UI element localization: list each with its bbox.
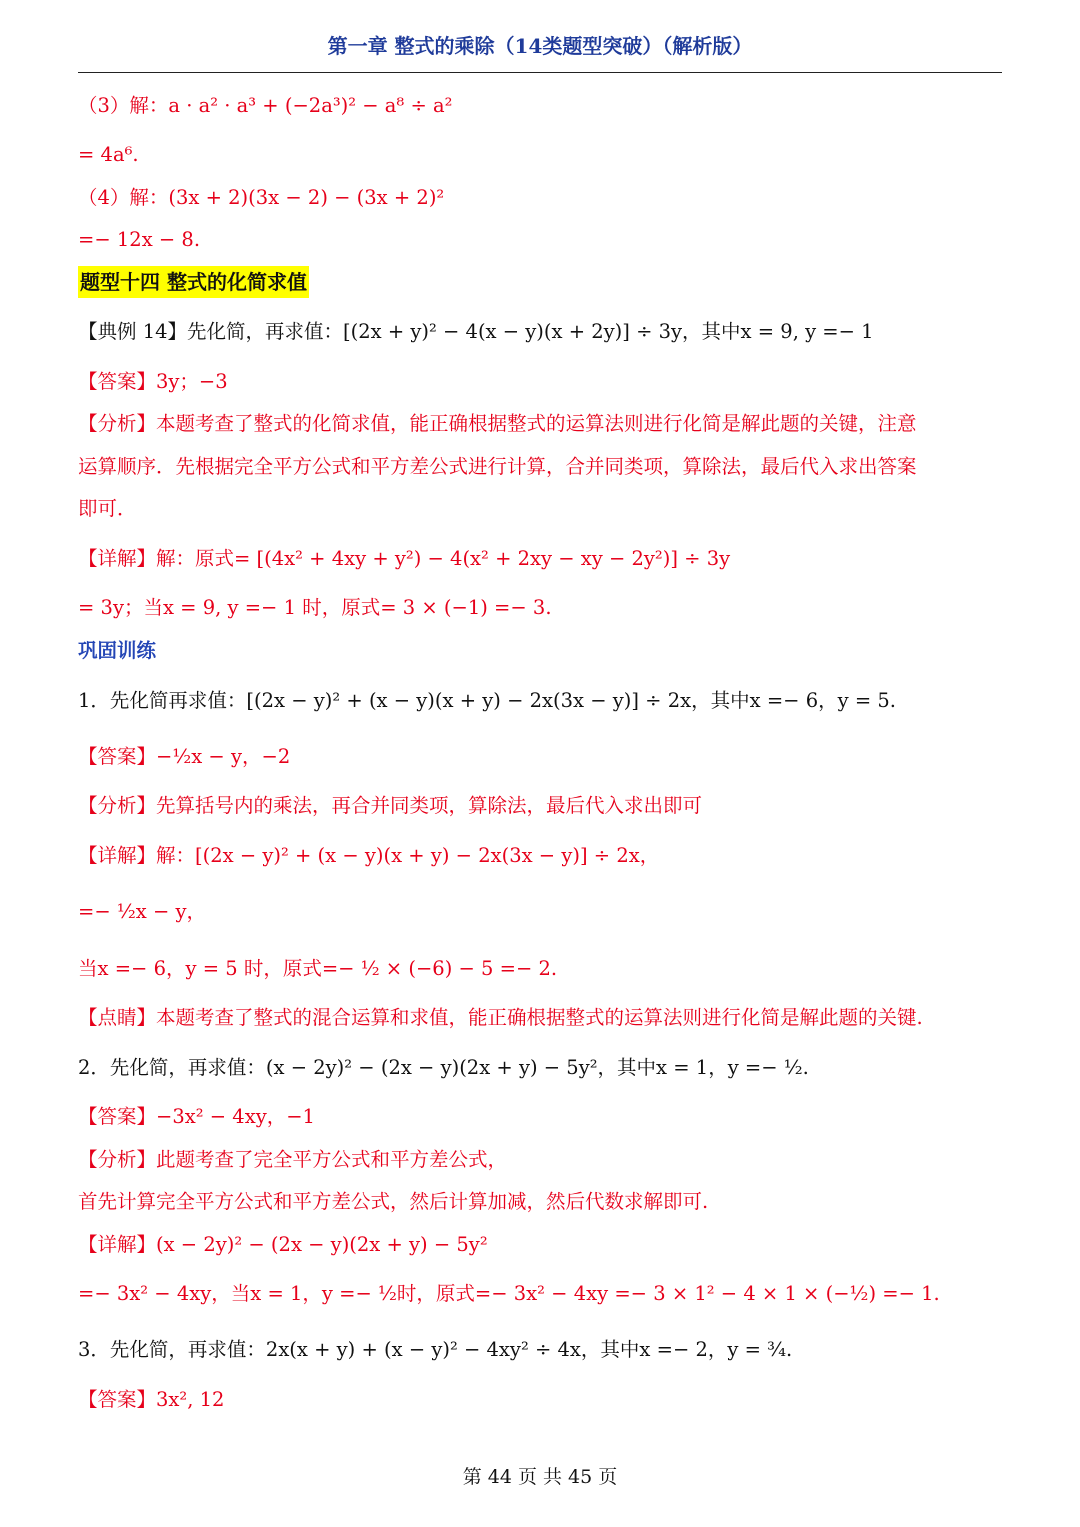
header-divider	[78, 72, 1002, 73]
question-1: 1．先化简再求值：[(2x − y)² + (x − y)(x + y) − 2x(3x − y)] ÷ 2x，其中x =− 6，y = 5.	[78, 689, 896, 712]
analysis-line-1: 【分析】本题考查了整式的化简求值，能正确根据整式的运算法则进行化简是解此题的关键，注意	[78, 412, 917, 435]
answer-q1: 【答案】−½x − y，−2	[78, 745, 291, 768]
note-q1: 【点睛】本题考查了整式的混合运算和求值，能正确根据整式的运算法则进行化简是解此题的关键.	[78, 1006, 923, 1029]
example-14	[78, 318, 1008, 346]
solution-3-line-1: （3）解：a · a² · a³ + (−2a³)² − a⁸ ÷ a²	[78, 94, 453, 117]
analysis-q2-line-1: 【分析】此题考查了完全平方公式和平方差公式，	[78, 1148, 508, 1171]
page-footer: 第 44 页 共 45 页	[462, 1466, 618, 1488]
answer-q3: 【答案】3x², 12	[78, 1388, 225, 1411]
question-2: 2．先化简，再求值：(x − 2y)² − (2x − y)(2x + y) − 5y²，其中x = 1，y =− ½.	[78, 1056, 809, 1079]
solution-4-line-2: =− 12x − 8.	[78, 228, 201, 251]
solution-3-line-2: = 4a⁶.	[78, 143, 139, 166]
question-3: 3．先化简，再求值：2x(x + y) + (x − y)² − 4xy² ÷ 4x，其中x =− 2，y = ¾.	[78, 1338, 793, 1361]
analysis-line-3: 即可．	[78, 497, 137, 520]
detail-q1-line-1: 【详解】解：[(2x − y)² + (x − y)(x + y) − 2x(3x − y)] ÷ 2x，	[78, 844, 660, 867]
practice-heading: 巩固训练	[78, 639, 157, 662]
detail-q2-line-2: =− 3x² − 4xy，当x = 1，y =− ½时，原式=− 3x² − 4xy =− 3 × 1² − 4 × 1 × (−½) =− 1.	[78, 1282, 940, 1305]
detail-q2-line-1: 【详解】(x − 2y)² − (2x − y)(2x + y) − 5y²	[78, 1233, 488, 1256]
page-header-title: 第一章 整式的乘除（14类题型突破）（解析版）	[327, 34, 753, 58]
solution-4-line-1: （4）解：(3x + 2)(3x − 2) − (3x + 2)²	[78, 186, 445, 209]
detail-line-1: 【详解】解：原式= [(4x² + 4xy + y²) − 4(x² + 2xy − xy − 2y²)] ÷ 3y	[78, 547, 731, 570]
analysis-q2-line-2: 首先计算完全平方公式和平方差公式，然后计算加减，然后代数求解即可.	[78, 1190, 709, 1213]
section-title: 题型十四 整式的化简求值	[78, 266, 309, 298]
detail-q1-line-2: =− ½x − y，	[78, 900, 207, 923]
example-text: 先化简，再求值：[(2x + y)² − 4(x − y)(x + 2y)] ÷ 3y，其中x = 9, y =− 1	[187, 320, 874, 343]
answer-q2: 【答案】−3x² − 4xy，−1	[78, 1105, 315, 1128]
example-label: 【典例 14】	[78, 320, 188, 343]
detail-line-2: = 3y；当x = 9, y =− 1 时，原式= 3 × (−1) =− 3.	[78, 596, 552, 619]
answer-example-14: 【答案】3y；−3	[78, 370, 228, 393]
analysis-q1: 【分析】先算括号内的乘法，再合并同类项，算除法，最后代入求出即可	[78, 794, 703, 817]
analysis-line-2: 运算顺序．先根据完全平方公式和平方差公式进行计算，合并同类项，算除法，最后代入求出答案	[78, 455, 917, 478]
detail-q1-line-3: 当x =− 6，y = 5 时，原式=− ½ × (−6) − 5 =− 2.	[78, 957, 558, 980]
